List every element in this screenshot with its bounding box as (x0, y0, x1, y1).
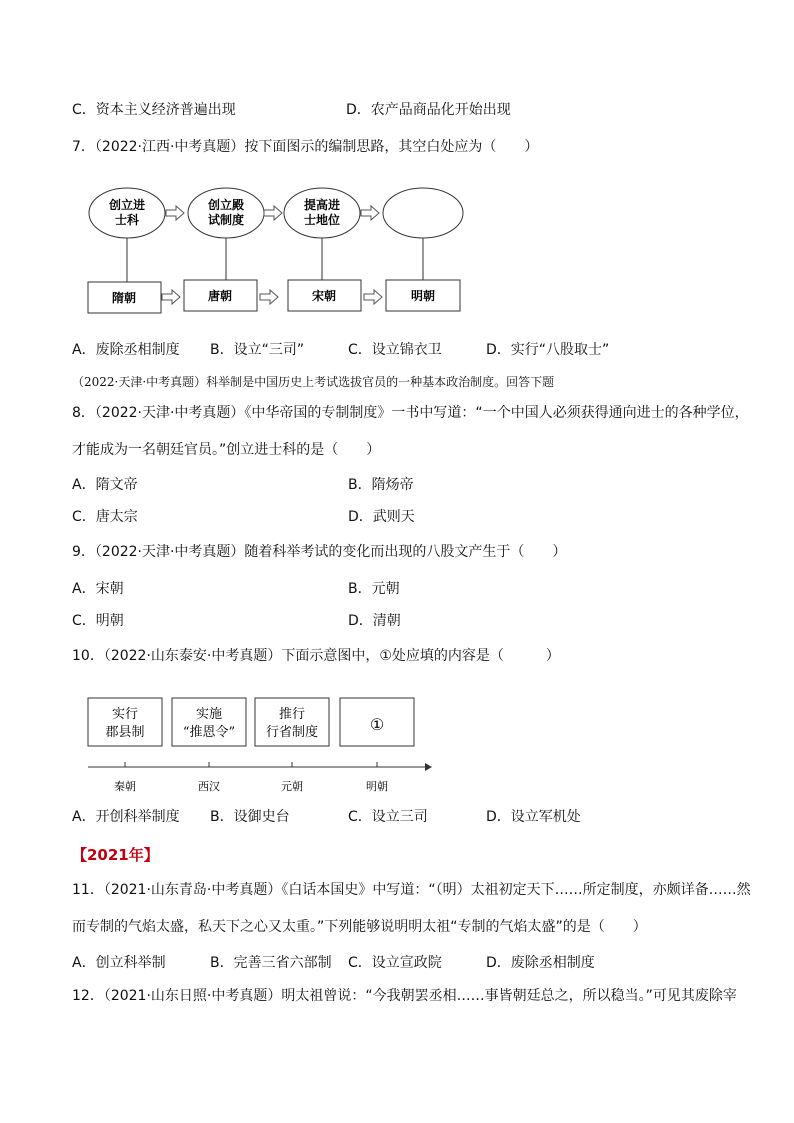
q8-stem-line2: 才能成为一名朝廷官员。”创立进士科的是（ ） (72, 442, 381, 458)
q7-option-b: B．设立“三司” (210, 342, 305, 358)
q10-axis-label-3: 元朝 (281, 780, 303, 793)
q10-box-2-line2: “推恩令” (182, 725, 236, 740)
q10-axis-label-2: 西汉 (198, 780, 220, 793)
q11-stem-line2: 而专制的气焰太盛，私天下之心又太重。”下列能够说明明太祖“专制的气焰太盛”的是（ ） (72, 919, 647, 935)
intro-note: （2022·天津·中考真题）科举制是中国历史上考试选拔官员的一种基本政治制度。回答下题 (72, 375, 555, 389)
q9-option-d: D．清朝 (348, 613, 401, 629)
q10-box-1-line1: 实行 (111, 707, 139, 722)
q10-box-1-line2: 郡县制 (105, 725, 145, 740)
q7-oval-2-line1: 创立殿 (207, 198, 245, 212)
q10-box-2-line1: 实施 (195, 707, 223, 722)
q7-diagram (80, 180, 480, 320)
q9-option-a: A．宋朝 (72, 581, 124, 597)
q10-option-c: C．设立三司 (348, 809, 428, 825)
q11-stem-line1: 11．（2021·山东青岛·中考真题）《白话本国史》中写道：“（明）太祖初定天下……所定制度，亦颇详备……然 (72, 882, 751, 898)
q10-stem: 10．（2022·山东泰安·中考真题）下面示意图中，①处应填的内容是（ ） (72, 648, 560, 664)
q8-stem-line1: 8．（2022·天津·中考真题）《中华帝国的专制制度》一书中写道：“一个中国人必须获得通向进士的各种学位， (72, 405, 749, 421)
q9-option-b: B．元朝 (348, 581, 400, 597)
q8-option-b: B．隋炀帝 (348, 477, 414, 493)
q9-stem: 9．（2022·天津·中考真题）随着科举考试的变化而出现的八股文产生于（ ） (72, 544, 567, 560)
q6-option-d: D．农产品商品化开始出现 (346, 102, 511, 118)
q10-axis-label-4: 明朝 (366, 780, 388, 793)
q7-oval-2-line2: 试制度 (207, 213, 245, 227)
q11-option-a: A．创立科举制 (72, 955, 166, 971)
section-heading-2021: 【2021年】 (72, 846, 159, 864)
q7-top-arrow-2 (264, 206, 282, 220)
q8-option-c: C．唐太宗 (72, 509, 138, 525)
q12-stem-line1: 12．（2021·山东日照·中考真题）明太祖曾说：“今我朝罢丞相……事皆朝廷总之，所以稳当。”可见其废除宰 (72, 988, 737, 1004)
q10-option-d: D．设立军机处 (486, 809, 581, 825)
q7-dynasty-2: 唐朝 (207, 289, 233, 303)
q11-option-b: B．完善三省六部制 (210, 955, 332, 971)
q8-option-d: D．武则天 (348, 509, 415, 525)
q7-top-arrow-3 (361, 206, 379, 220)
q7-bottom-arrow-2 (260, 290, 278, 304)
q11-option-c: C．设立宣政院 (348, 955, 442, 971)
q7-option-c: C．设立锦衣卫 (348, 342, 442, 358)
q10-axis-label-1: 秦朝 (114, 780, 136, 793)
q7-dynasty-3: 宋朝 (311, 289, 337, 303)
q9-option-c: C．明朝 (72, 613, 124, 629)
q10-box-3-line2: 行省制度 (265, 725, 319, 740)
q10-box-4-marker: ① (369, 715, 385, 734)
q7-dynasty-1: 隋朝 (111, 291, 137, 305)
q7-oval-3-line1: 提高进 (303, 198, 341, 212)
q10-option-a: A．开创科举制度 (72, 809, 180, 825)
q7-oval-1-line1: 创立进 (108, 198, 146, 212)
q11-option-d: D．废除丞相制度 (486, 955, 595, 971)
q7-option-a: A．废除丞相制度 (72, 342, 180, 358)
q10-diagram (80, 690, 440, 798)
q7-bottom-arrow-1 (162, 290, 180, 304)
q10-option-b: B．设御史台 (210, 809, 290, 825)
q6-option-c: C．资本主义经济普遍出现 (72, 102, 236, 118)
q7-stem: 7．（2022·江西·中考真题）按下面图示的编制思路，其空白处应为（ ） (72, 139, 539, 155)
q10-timeline-arrow (425, 763, 432, 771)
q7-oval-3-line2: 士地位 (303, 213, 341, 227)
q8-option-a: A．隋文帝 (72, 477, 138, 493)
q7-top-arrow-1 (166, 206, 184, 220)
q7-option-d: D．实行“八股取士” (486, 342, 610, 358)
q7-oval-1-line2: 士科 (114, 213, 140, 227)
q7-bottom-arrow-3 (364, 290, 382, 304)
q7-dynasty-4: 明朝 (410, 289, 436, 303)
q10-box-3-line1: 推行 (278, 707, 306, 722)
q7-oval-blank (383, 188, 463, 238)
